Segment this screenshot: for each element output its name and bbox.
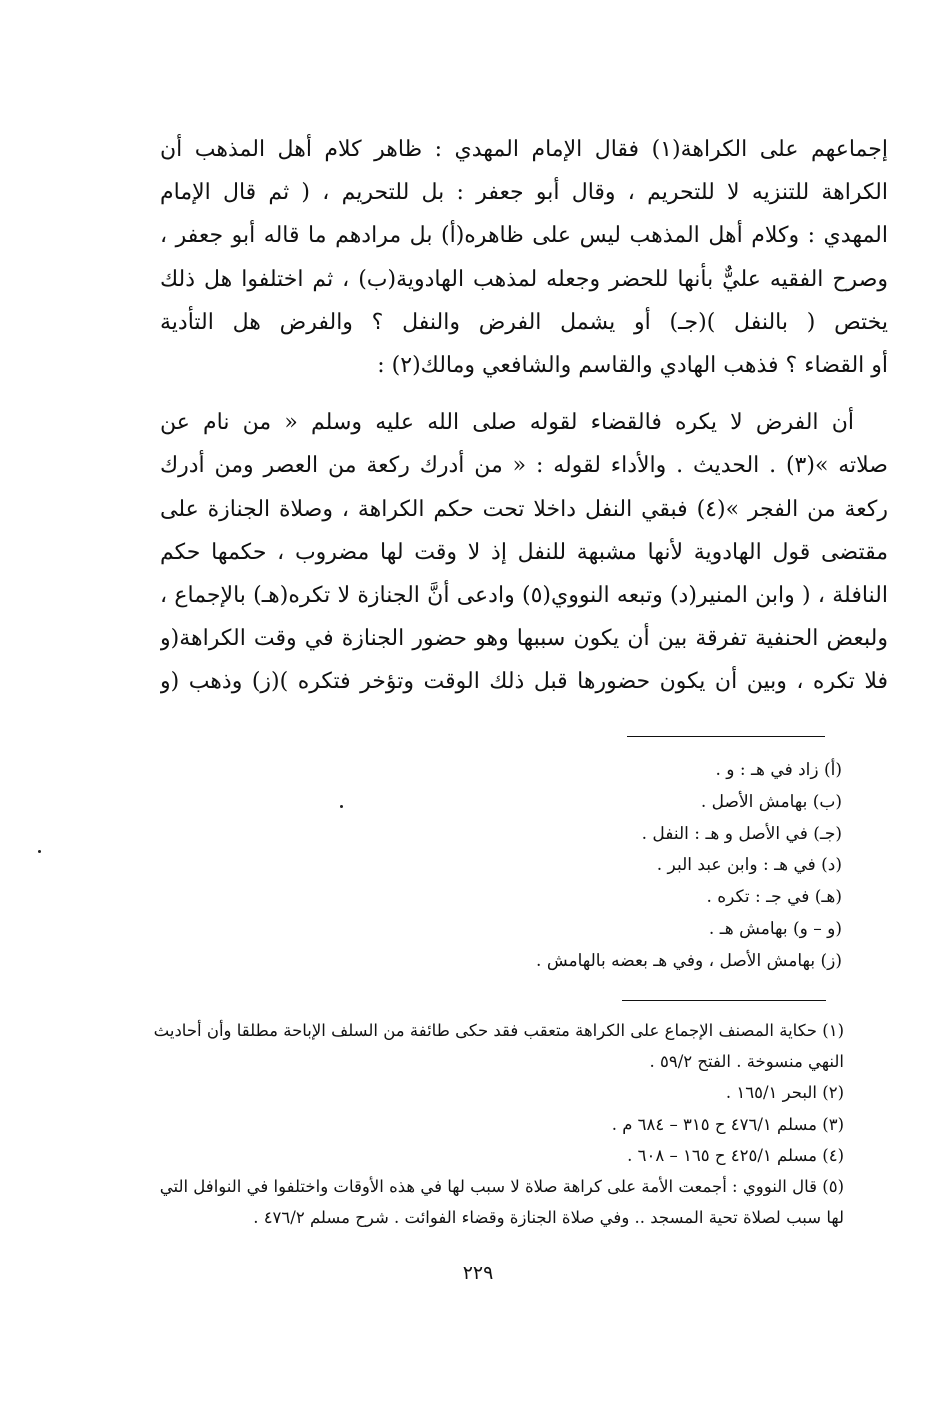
footnote-item: النهي منسوخة . الفتح ٥٩/٢ . xyxy=(649,1052,844,1072)
text-line: إجماعهم على الكراهة(١) فقال الإمام المهدي : ظاهر كلام أهل المذهب أن xyxy=(160,137,888,162)
scan-speck xyxy=(340,805,343,808)
footnote-item: (أ) زاد في هـ : و . xyxy=(715,760,842,780)
text-line: مقتضى قول الهادوية لأنها مشبهة للنفل إذ لا وقت لها مضروب ، حكمها حكم xyxy=(160,539,888,565)
footnote-item: (ز) بهامش الأصل ، وفي هـ بعضه بالهامش . xyxy=(536,950,842,971)
footnote-item: (٢) البحر ١٦٥/١ . xyxy=(725,1083,844,1103)
page-number: ٢٢٩ xyxy=(462,1262,494,1284)
footnote-item: (ب) بهامش الأصل . xyxy=(700,791,842,812)
variant-footnotes xyxy=(300,755,842,978)
text-line: المهدي : وكلام أهل المذهب ليس على ظاهره(أ) بل مرادهم ما قاله أبو جعفر ، xyxy=(160,223,888,249)
text-line: النافلة ، ( وابن المنير(د) وتبعه النووي(٥) وادعى أنَّ الجنازة لا تكره(هـ) بالإجماع ، xyxy=(160,583,888,609)
paragraph-gap xyxy=(160,387,888,401)
footnote-item: (١) حكاية المصنف الإجماع على الكراهة متعقب فقد حكى طائفة من السلف الإباحة مطلقا وأن أحاديث xyxy=(153,1021,844,1040)
footnote-item: (و – و) بهامش هـ . xyxy=(708,918,842,939)
text-line: فلا تكره ، وبين أن يكون حضورها قبل ذلك الوقت وتؤخر فتكره )(ز) وذهب (و xyxy=(160,669,888,695)
text-line: وصرح الفقيه عليٌّ بأنها للحضر وجعله لمذهب الهادوية(ب) ، ثم اختلفوا هل ذلك xyxy=(160,266,888,292)
text-line: أو القضاء ؟ فذهب الهادي والقاسم والشافعي ومالك(٢) : xyxy=(377,353,888,379)
text-line: صلاته »(٣) . الحديث . والأداء لقوله : « من أدرك ركعة من العصر ومن أدرك xyxy=(160,453,888,479)
footnote-divider xyxy=(622,1000,826,1001)
footnote-item: (٣) مسلم ٤٧٦/١ ح ٣١٥ – ٦٨٤ م . xyxy=(611,1114,844,1134)
footnote-item: (٥) قال النووي : أجمعت الأمة على كراهة صلاة لا سبب لها في هذه الأوقات واختلفوا في النوافل التي xyxy=(159,1177,844,1197)
text-line: ركعة من الفجر »(٤) فبقي النفل داخلا تحت حكم الكراهة ، وصلاة الجنازة على xyxy=(160,496,888,522)
footnote-item: (جـ) في الأصل و هـ : النفل . xyxy=(641,823,842,844)
footnote-divider xyxy=(627,736,825,737)
main-body-text xyxy=(160,128,888,704)
scan-speck xyxy=(38,850,41,853)
text-line: ولبعض الحنفية تفرقة بين أن يكون سببها وهو حضور الجنازة في وقت الكراهة(و xyxy=(160,626,888,652)
footnote-item: لها سبب لصلاة تحية المسجد .. وفي صلاة الجنازة وقضاء الفوائت . شرح مسلم ٤٧٦/٢ . xyxy=(253,1208,844,1228)
footnote-item: (هـ) في جـ : تكره . xyxy=(706,887,842,908)
text-line: يختص ( بالنفل )(جـ) أو يشمل الفرض والنفل ؟ والفرض هل التأدية xyxy=(160,309,888,335)
footnote-item: (د) في هـ : وابن عبد البر . xyxy=(656,855,842,876)
text-line: أن الفرض لا يكره فالقضاء لقوله صلى الله عليه وسلم « من نام عن xyxy=(160,410,854,436)
reference-footnotes xyxy=(153,1015,844,1233)
text-line: الكراهة للتنزيه لا للتحريم ، وقال أبو جعفر : بل للتحريم ، ( ثم قال الإمام xyxy=(160,180,888,206)
footnote-item: (٤) مسلم ٤٢٥/١ ح ١٦٥ – ٦٠٨ . xyxy=(627,1145,844,1165)
